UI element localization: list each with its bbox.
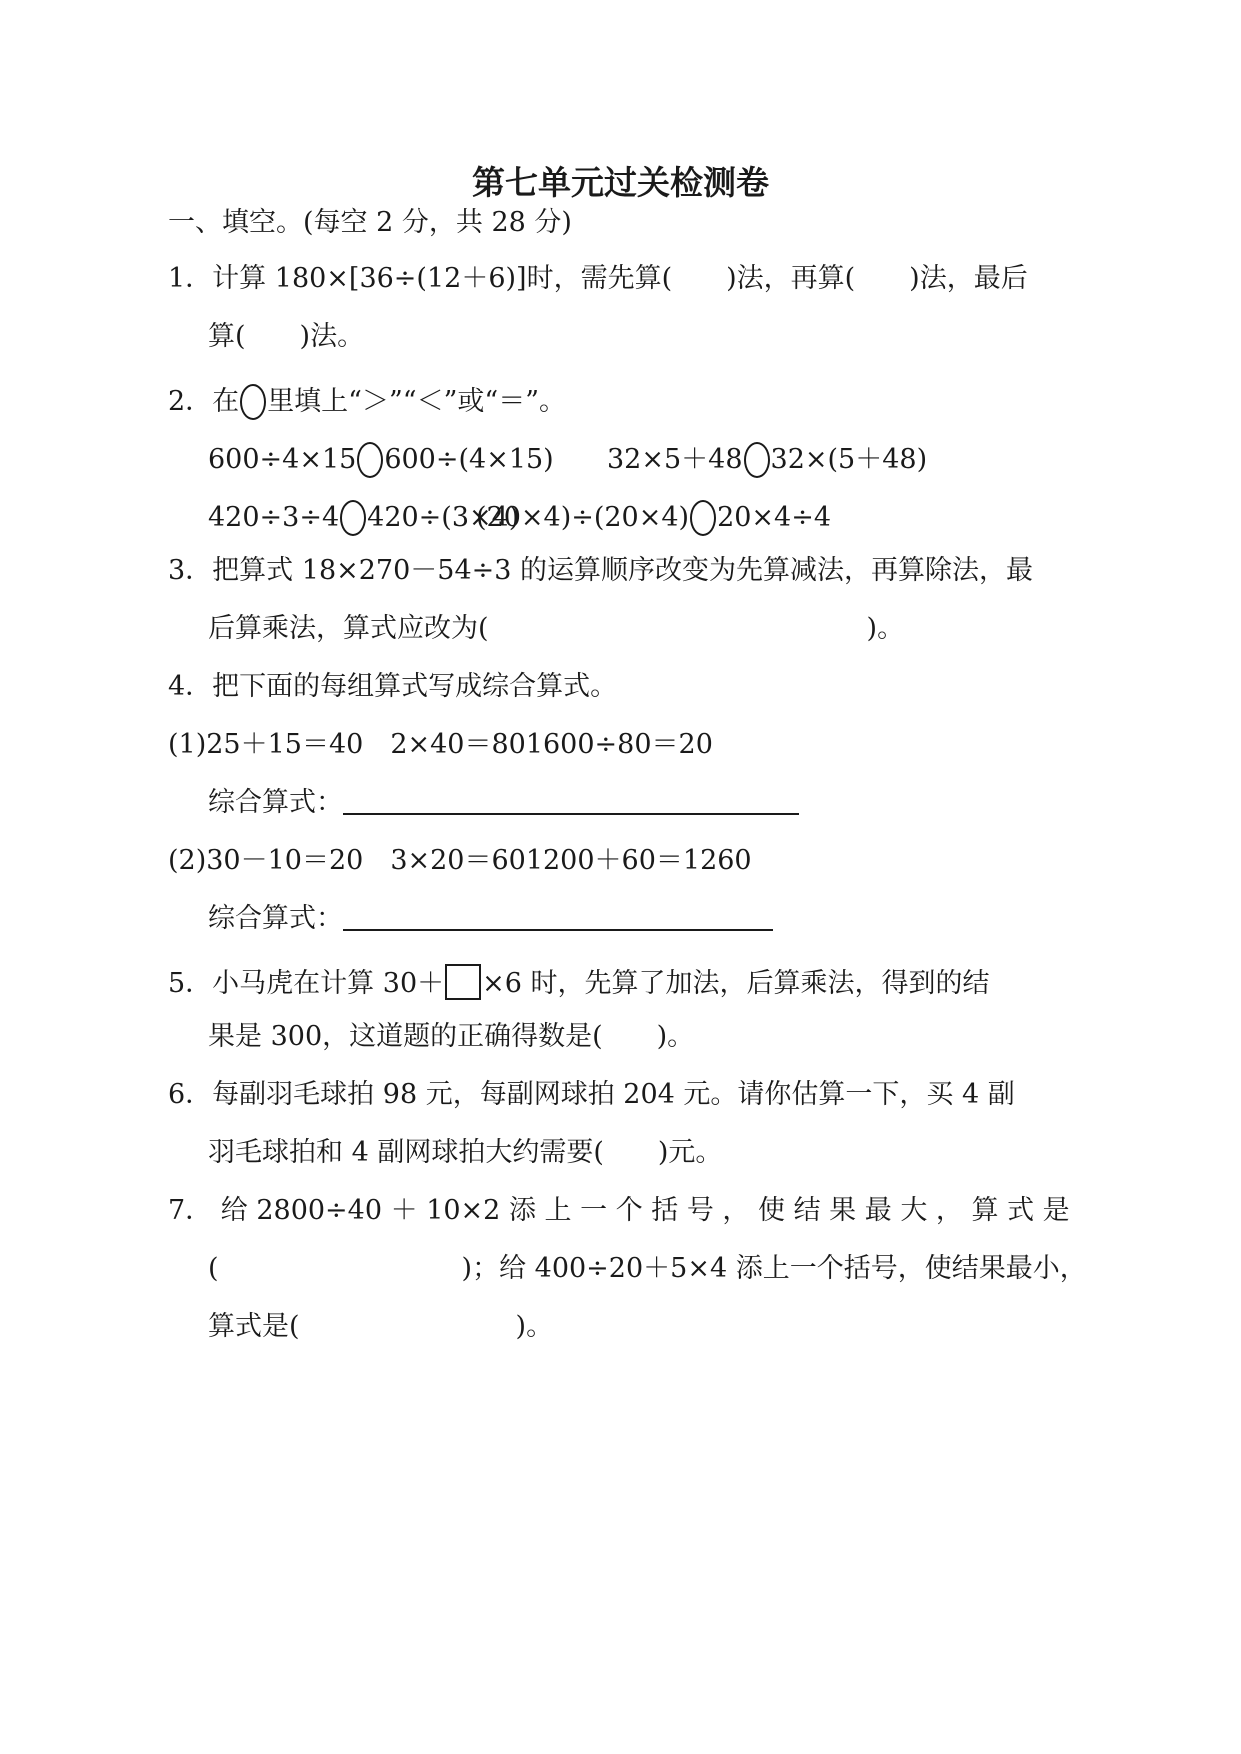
q5-line1-start: 5．小马虎在计算 30＋ — [168, 968, 445, 999]
q4-answer-1 — [208, 786, 799, 820]
q2-expression-2 — [607, 442, 927, 478]
q4-prompt: 4．把下面的每组算式写成综合算式。 — [168, 671, 618, 702]
q4-group-2: (2)30－10＝20 3×20＝601200＋60＝1260 — [168, 845, 752, 876]
q4-answer-1-label: 综合算式： — [208, 787, 343, 818]
q2-expression-1 — [208, 442, 554, 478]
q4-group-1: (1)25＋15＝40 2×40＝801600÷80＝20 — [168, 729, 713, 760]
page-title: 第七单元过关检测卷 — [472, 163, 769, 202]
q3-line2: 后算乘法，算式应改为( )。 — [208, 613, 905, 644]
q5-line1-end: ×6 时，先算了加法，后算乘法，得到的结 — [482, 968, 990, 999]
q7-line3: 算式是( )。 — [208, 1311, 554, 1342]
q2-prompt — [168, 384, 566, 420]
q2-e1-right: 600÷(4×15) — [384, 444, 554, 475]
q2-expression-4 — [476, 500, 831, 536]
q7-line1: 7． 给 2800÷40 ＋ 10×2 添 上 一 个 括 号 ， 使 结 果 最 大 ， 算 式 是 — [168, 1195, 1070, 1226]
q2-prompt-end: 里填上“＞”“＜”或“＝”。 — [267, 386, 567, 417]
answer-circle-3[interactable] — [340, 500, 366, 536]
q2-e2-right: 32×(5＋48) — [770, 444, 928, 475]
q2-e2-left: 32×5＋48 — [607, 444, 743, 475]
q2-e3-left: 420÷3÷4 — [208, 502, 340, 533]
q1-line2: 算( )法。 — [208, 321, 365, 352]
q2-expression-3 — [208, 500, 519, 536]
answer-line-2[interactable] — [343, 905, 773, 931]
q2-e3-right: 420÷(3×4) — [367, 502, 520, 533]
q6-line2: 羽毛球拍和 4 副网球拍大约需要( )元。 — [208, 1137, 723, 1168]
q4-answer-2 — [208, 902, 773, 936]
answer-circle-1[interactable] — [357, 442, 383, 478]
answer-circle-4[interactable] — [690, 500, 716, 536]
q2-e1-left: 600÷4×15 — [208, 444, 357, 475]
q2-e4-left: (20×4)÷(20×4) — [476, 502, 690, 533]
q5-line2: 果是 300，这道题的正确得数是( )。 — [208, 1021, 695, 1052]
q2-e4-right: 20×4÷4 — [717, 502, 832, 533]
q3-line1: 3．把算式 18×270－54÷3 的运算顺序改变为先算减法，再算除法，最 — [168, 555, 1034, 586]
q2-prompt-start: 2．在 — [168, 386, 240, 417]
compare-circle-icon — [240, 384, 266, 420]
answer-line-1[interactable] — [343, 789, 799, 815]
q7-line2: ( )；给 400÷20＋5×4 添上一个括号，使结果最小， — [208, 1253, 1087, 1284]
q4-answer-2-label: 综合算式： — [208, 903, 343, 934]
answer-circle-2[interactable] — [744, 442, 770, 478]
blank-box-icon[interactable] — [445, 964, 481, 1000]
q5-line1 — [168, 964, 990, 1001]
q6-line1: 6．每副羽毛球拍 98 元，每副网球拍 204 元。请你估算一下，买 4 副 — [168, 1079, 1015, 1110]
section-heading: 一、填空。(每空 2 分，共 28 分) — [168, 207, 572, 238]
q1-line1: 1．计算 180×[36÷(12＋6)]时，需先算( )法，再算( )法，最后 — [168, 263, 1028, 294]
